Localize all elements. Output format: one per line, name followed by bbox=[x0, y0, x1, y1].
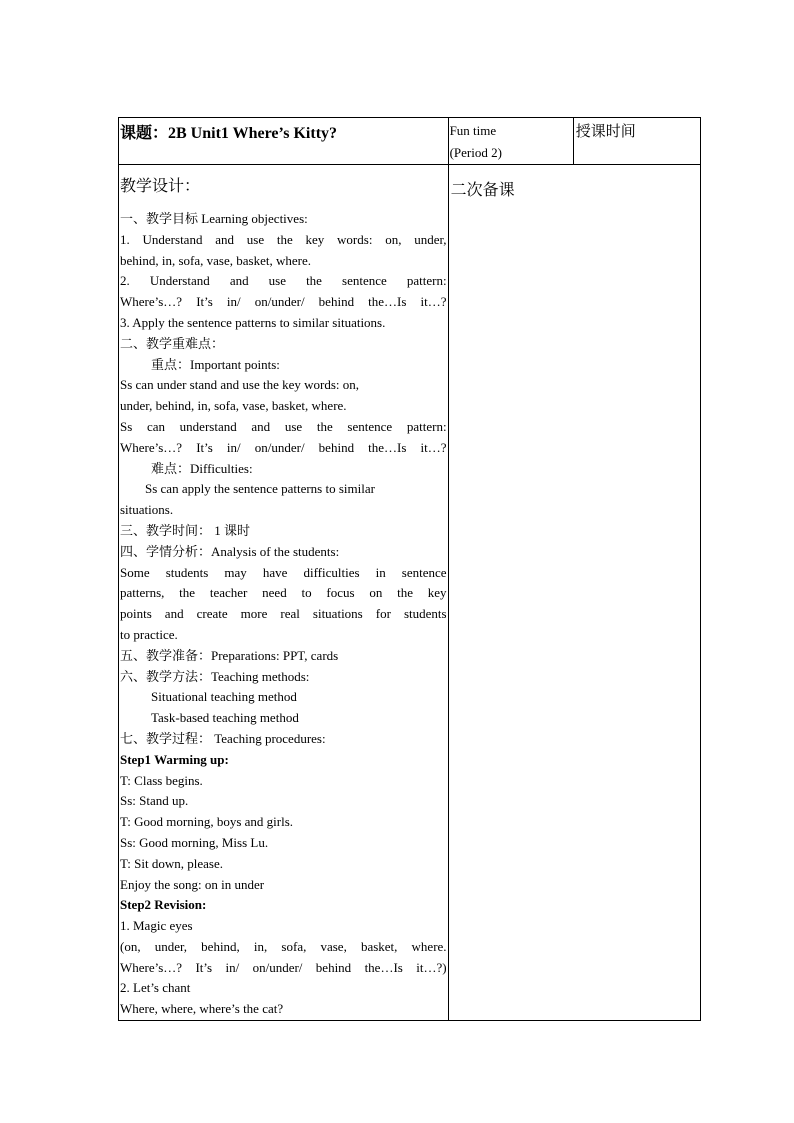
design-row bbox=[119, 165, 701, 1021]
objective-line: 2. Understand and use the sentence pattern: bbox=[120, 273, 447, 289]
dialogue-line: T: Class begins. bbox=[120, 772, 203, 788]
step1-heading: Step1 Warming up: bbox=[120, 751, 229, 767]
class-time-label: 授课时间 bbox=[573, 118, 700, 165]
lesson-type-cell bbox=[448, 118, 573, 165]
lesson-period: (Period 2) bbox=[449, 145, 502, 160]
important-point-line: Ss can understand and use the sentence pattern: bbox=[120, 418, 447, 434]
student-analysis-heading: 四、学情分析：Analysis of the students: bbox=[120, 543, 340, 559]
procedures-heading: 七、教学过程： Teaching procedures: bbox=[120, 730, 326, 746]
lesson-title: 课题：2B Unit1 Where’s Kitty? bbox=[119, 118, 449, 165]
dialogue-line: T: Good morning, boys and girls. bbox=[120, 814, 294, 830]
revision-item: 1. Magic eyes bbox=[120, 918, 193, 934]
student-analysis-line: to practice. bbox=[120, 626, 178, 642]
second-preparation-cell bbox=[448, 165, 700, 1021]
student-analysis-line: patterns, the teacher need to focus on the key bbox=[120, 585, 447, 601]
dialogue-line: Ss: Good morning, Miss Lu. bbox=[120, 834, 269, 850]
dialogue-line: Ss: Stand up. bbox=[120, 793, 189, 809]
objective-line: behind, in, sofa, vase, basket, where. bbox=[120, 252, 311, 268]
header-row bbox=[119, 118, 701, 165]
step2-heading: Step2 Revision: bbox=[120, 897, 207, 913]
design-heading: 教学设计： bbox=[120, 178, 201, 195]
teaching-time: 三、教学时间： 1 课时 bbox=[120, 522, 251, 538]
lesson-plan-table bbox=[118, 117, 701, 1021]
teaching-design-cell bbox=[119, 165, 449, 1021]
important-point-line: Where’s…? It’s in/ on/under/ behind the…Is it…? bbox=[120, 439, 447, 455]
second-preparation-heading: 二次备课 bbox=[450, 182, 515, 199]
revision-line: Where’s…? It’s in/ on/under/ behind the…Is it…?) bbox=[120, 959, 447, 975]
key-points-heading: 二、教学重难点： bbox=[120, 335, 225, 351]
objectives-heading: 一、教学目标 Learning objectives: bbox=[120, 211, 308, 226]
difficulties-label: 难点：Difficulties: bbox=[151, 460, 253, 476]
difficulty-line: Ss can apply the sentence patterns to similar bbox=[145, 481, 375, 497]
dialogue-line: T: Sit down, please. bbox=[120, 855, 223, 871]
objective-line: 1. Understand and use the key words: on, under, bbox=[120, 231, 447, 247]
chant-line: Where, where, where’s the cat? bbox=[120, 1001, 284, 1017]
preparations: 五、教学准备：Preparations: PPT, cards bbox=[120, 647, 339, 663]
revision-item: 2. Let’s chant bbox=[120, 980, 191, 996]
difficulty-line: situations. bbox=[120, 502, 174, 518]
method-item: Task-based teaching method bbox=[151, 710, 299, 726]
objective-line: Where’s…? It’s in/ on/under/ behind the…Is it…? bbox=[120, 294, 447, 310]
revision-line: (on, under, behind, in, sofa, vase, basket, where. bbox=[120, 938, 447, 954]
student-analysis-line: Some students may have difficulties in sentence bbox=[120, 564, 447, 580]
important-point-line: under, behind, in, sofa, vase, basket, where. bbox=[120, 398, 347, 414]
method-item: Situational teaching method bbox=[151, 689, 297, 705]
student-analysis-line: points and create more real situations for students bbox=[120, 606, 447, 622]
lesson-type: Fun time bbox=[449, 123, 497, 138]
methods-heading: 六、教学方法：Teaching methods: bbox=[120, 668, 310, 684]
important-point-line: Ss can under stand and use the key words: on, bbox=[120, 377, 360, 393]
song-line: Enjoy the song: on in under bbox=[120, 876, 265, 892]
objective-line: 3. Apply the sentence patterns to similar situations. bbox=[120, 314, 386, 330]
important-points-label: 重点：Important points: bbox=[151, 356, 280, 372]
